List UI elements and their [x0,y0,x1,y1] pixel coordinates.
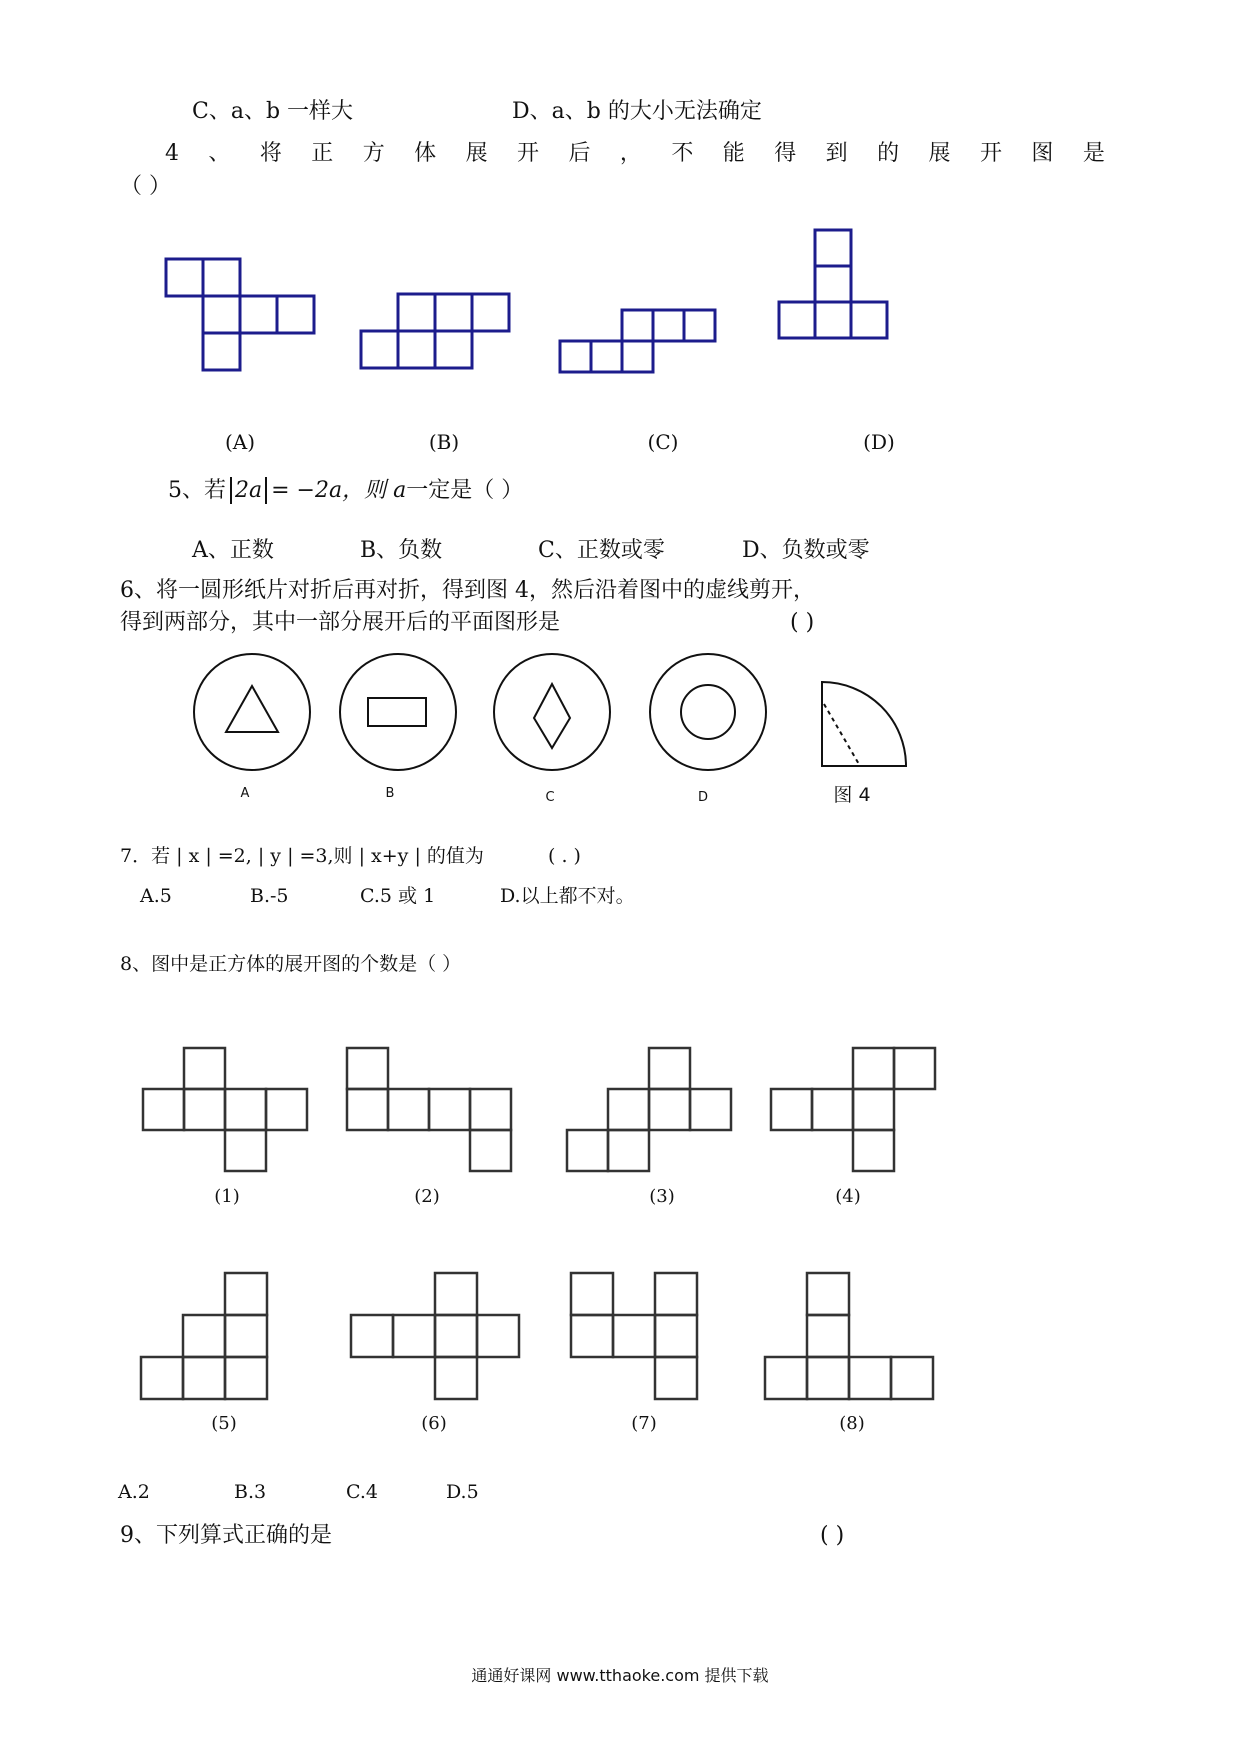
q4-stem-char: 方 [362,141,385,166]
q8-label-4: (4) [835,1186,861,1207]
q7-stem: 7．若 | x | =2, | y | =3,则 | x+y | 的值为 [120,845,484,867]
page-footer: 通通好课网 www.tthaoke.com 提供下载 [471,1666,769,1685]
q8-net-6 [348,1270,523,1405]
q5-suffix: 一定是（ ） [406,478,524,503]
q4-net-c [558,306,728,376]
q8-net-8 [762,1270,937,1405]
q8-net-5 [138,1270,313,1405]
q9-answer-paren: ( ) [820,1523,845,1548]
q4-stem-char: 正 [311,141,334,166]
q4-stem-char: 到 [825,141,848,166]
q5-abs: 2a [230,477,267,504]
q6-label-b: B [385,786,395,801]
q4-stem-char: 开 [979,141,1002,166]
q5-option-b: B、负数 [360,538,443,563]
q4-stem-char: 、 [208,141,231,166]
q4-answer-paren: （ ） [120,174,171,199]
q8-label-1: (1) [214,1186,240,1207]
q8-option-c: C.4 [346,1481,378,1503]
q6-figure-b [336,650,460,774]
q8-stem: 8、图中是正方体的展开图的个数是（ ） [120,953,462,975]
q8-option-d: D.5 [446,1481,479,1503]
q4-stem-char: 是 [1082,141,1105,166]
q4-stem-char: 不 [671,141,694,166]
q4-stem-char: 能 [722,141,745,166]
q4-net-d [775,226,895,376]
q5-equation: = −2a，则 [271,478,387,503]
q7-option-a: A.5 [140,885,172,907]
q4-stem-char: ， [619,141,642,166]
q5-option-d: D、负数或零 [742,538,870,563]
q4-stem [165,143,1105,165]
q4-stem-char: 4 [165,141,179,166]
q4-stem-char: 图 [1031,141,1054,166]
q7-answer-paren: ( . ) [548,845,581,867]
q7-option-c: C.5 或 1 [360,885,436,907]
q4-stem-char: 将 [259,141,282,166]
q5-option-c: C、正数或零 [538,538,665,563]
q6-figure-a [190,650,314,774]
q4-label-d: (D) [863,430,895,454]
q6-label-a: A [240,786,250,801]
q8-label-5: (5) [211,1413,237,1434]
q4-label-a: (A) [224,430,256,454]
q5-var: a [393,478,407,503]
q4-net-a [160,255,320,375]
q6-label-d: D [697,790,709,805]
q9-stem: 9、下列算式正确的是 [120,1523,332,1548]
q4-label-c: (C) [647,430,679,454]
q5-stem [168,480,523,502]
q8-option-a: A.2 [118,1481,150,1503]
q4-stem-char: 的 [877,141,900,166]
q4-net-b [358,290,518,375]
q8-option-b: B.3 [234,1481,267,1503]
q7-option-d: D.以上都不对。 [500,885,635,907]
q8-label-3: (3) [649,1186,675,1207]
q4-stem-char: 展 [465,141,488,166]
q6-answer-paren: ( ) [790,610,815,635]
q4-stem-char: 后 [568,141,591,166]
q8-net-4 [768,1045,943,1175]
q5-prefix: 5、若 [168,478,226,503]
q7-option-b: B.-5 [250,885,289,907]
q6-fig4-label: 图 4 [833,784,871,806]
q8-net-2 [344,1045,519,1175]
q8-net-3 [564,1045,739,1175]
q8-net-7 [568,1270,743,1405]
q6-label-c: C [545,790,555,805]
q3-option-c: C、a、b 一样大 [192,99,354,124]
q4-stem-char: 体 [414,141,437,166]
q8-label-8: (8) [839,1413,865,1434]
q8-label-2: (2) [414,1186,440,1207]
q6-figure-4 [818,678,918,778]
q8-label-6: (6) [421,1413,447,1434]
q4-stem-char: 展 [928,141,951,166]
q3-option-d: D、a、b 的大小无法确定 [512,99,762,124]
q6-figure-d [646,650,770,774]
q6-figure-c [490,650,614,774]
q4-stem-char: 开 [517,141,540,166]
q8-label-7: (7) [631,1413,657,1434]
q4-label-b: (B) [428,430,460,454]
q6-line1: 6、将一圆形纸片对折后再对折，得到图 4，然后沿着图中的虚线剪开， [120,578,815,603]
q6-line2: 得到两部分，其中一部分展开后的平面图形是 [120,610,561,635]
q5-option-a: A、正数 [192,538,274,563]
q4-stem-char: 得 [774,141,797,166]
q8-net-1 [140,1045,315,1175]
